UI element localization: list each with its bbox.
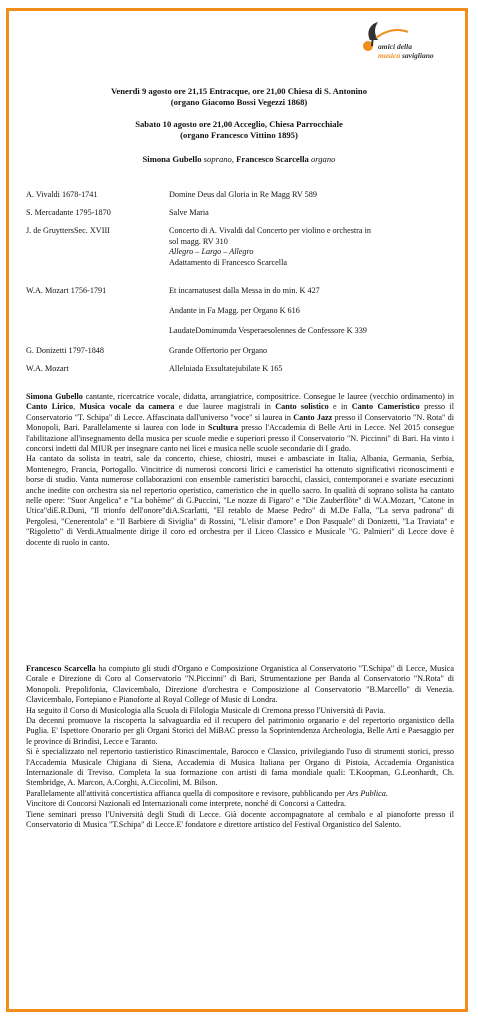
program-table xyxy=(26,190,449,382)
program-row: A. Vivaldi 1678-1741 Domine Deus dal Gloria in Re Magg RV 589 xyxy=(26,190,317,199)
bio-gubello xyxy=(26,392,454,548)
program-row: G. Donizetti 1797-1848 Grande Offertorio per Organo xyxy=(26,346,268,355)
bio-scarcella-p3: Da decenni promuove la riscoperta la salvaguardia ed il recupero del patrimonio organario e del repertorio organistico della Puglia. E' Ispettore Onorario per gli Organi Storici del MiBAC presso la Soprintendenza Archeologia, Belle Arti e Paesaggio per le province di Brindisi, Lecce e Taranto. xyxy=(26,716,454,746)
bio-scarcella-p1: Francesco Scarcella ha compiuto gli studi d'Organo e Composizione Organistica al Conservatorio "T.Schipa" di Lecce, Musica Corale e Direzione di Coro al Conservatorio "N.Piccinni" di Bari, Strumentazione per Banda al Conservatorio "N.Rota" di Monopoli. Prepolifonia, Clavicembalo, Direzione d'orchestra e Composizione al Conservatorio "B.Marcello" di Venezia. Clavicembalo, Fortepiano e Pianoforte al Royal College of Music di Londra. xyxy=(26,664,454,705)
bio-scarcella-p2: Ha seguito il Corso di Musicologia alla Scuola di Filologia Musicale di Cremona presso l'Università di Pavia. xyxy=(26,705,386,715)
bio-scarcella-p6: Vincitore di Concorsi Nazionali ed Internazionali come interprete, nonché di Concorsi a Cattedra. xyxy=(26,799,347,809)
program-row: Andante in Fa Magg. per Organo K 616 xyxy=(169,306,300,315)
bio-scarcella xyxy=(26,664,454,831)
program-row: W.A. Mozart Alleluiada Exsultatejubilate K 165 xyxy=(26,364,283,373)
bio-scarcella-p5: Parallelamente all'attività concertistica affianca quella di compositore e revisore, pubblicando per Ars Publica. xyxy=(26,788,388,798)
logo-line1: amici della xyxy=(378,42,412,51)
program-row: W.A. Mozart 1756-1791 Et incarnatusest dalla Messa in do min. K 427 xyxy=(26,286,320,295)
performers: Simona Gubello soprano, Francesco Scarcella organo xyxy=(142,154,336,164)
bio-gubello-p2: Ha cantato da solista in teatri, sale da concerto, chiese, chiostri, musei e ambasciate in Italia, Albania, Germania, Serbia, Montenegro, Francia, Portogallo. Vincitrice di numerosi concorsi lirici e cameristici ha ottenuto significativi riconoscimenti e borse di studio. Vanta numerose collaborazioni con ensemble cameristici barocchi, classici, contemporanei e svariate esecuzioni anche inedite con orchestra sia nel repertorio operistico, cameristico che in quello sacro. In qualità di soprano solista ha cantato nelle opere: "Suor Angelica" e "La bohème" di G.Puccini, "Le nozze di Figaro" e "Die Zauberflöte" di W.A.Mozart, "Catone in Utica"diE.R.Duni, "Il trionfo dell'onore"diA.Scarlatti, "El retablo de Maese Pedro" di M.De Falla, "La serva padrona" di Pergolesi, "Cenerentola" e "Il Barbiere di Siviglia" di Rossini, "L'elisir d'amore" e Don Pasquale" di Donizetti, "La Traviata" e "Rigoletto" di Verdi.Attualmente dirige il coro ed orchestra per il Liceo Classico e Musicale "G. Palmieri" di Lecce dove è docente di ruolo in canto. xyxy=(26,454,454,547)
program-row: J. de GruyttersSec. XVIII Concerto di A. Vivaldi dal Concerto per violino e orchestra in sol magg. RV 310 Allegro – Largo – Allegro Adattamento di Francesco Scarcella xyxy=(26,226,371,267)
event-line2: (organo Giacomo Bossi Vegezzi 1868) xyxy=(170,97,308,107)
bio-scarcella-p4: Si è specializzato nel repertorio tastieristico Rinascimentale, Barocco e Classico, privilegiando l'uso di strumenti storici, presso l'Accademia Musicale Chigiana di Siena, Accademia di Musica Italiana per Organo di Pistoia, Accademia Organistica Internazionale di Treviso. Completa la sua formazione con artisti di fama mondiale quali: T.Koopman, G.Leonhardt, Ch. Stembridge, A. Marcon, A.Corghi, A.Ciccolini, M. Bilson. xyxy=(26,747,454,788)
event-line4: (organo Francesco Vittino 1895) xyxy=(180,130,298,140)
program-row: S. Mercadante 1795-1870 Salve Maria xyxy=(26,208,209,217)
program-row: LaudateDominumda Vesperaesolennes de Confessore K 339 xyxy=(169,326,367,335)
bio-scarcella-p7: Tiene seminari presso l'Università degli Studi di Lecce. Già docente accompagnatore al cembalo e al pianoforte presso il Conservatorio di Musica "T.Schipa" di Lecce.E' fondatore e direttore artistico del Festival Organistico del Salento. xyxy=(26,809,454,830)
bio-gubello-p1: Simona Gubello cantante, ricercatrice vocale, didatta, arrangiatrice, compositrice. Consegue le lauree (vecchio ordinamento) in Canto Lirico, Musica vocale da camera e due lauree magistrali in Canto solistico e in Canto Cameristico presso il Conservatorio "T. Schipa" di Lecce. Affascinata dall'universo "voce" si laurea in Canto Jazz presso il Conservatorio "N. Rota" di Monopoli, Bari. Parallelamente si laurea con lode in Scultura presso l'Accademia di Belle Arti in Lecce. Nel 2015 consegue l'abilitazione all'insegnamento della musica per scuole medie e superiori presso il Conservatorio "N. Piccinni" di Bari. Ha vinto i concorsi indetti dal MIUR per insegnare canto nei licei e musica nelle scuole secondarie di I grado. xyxy=(26,392,454,454)
event-line1: Venerdì 9 agosto ore 21,15 Entracque, ore 21,00 Chiesa di S. Antonino xyxy=(111,86,367,96)
event-line3: Sabato 10 agosto ore 21,00 Acceglio, Chiesa Parrocchiale xyxy=(135,119,343,129)
amici-della-musica-logo xyxy=(356,18,448,68)
logo-line2: musica savigliano xyxy=(378,51,434,60)
